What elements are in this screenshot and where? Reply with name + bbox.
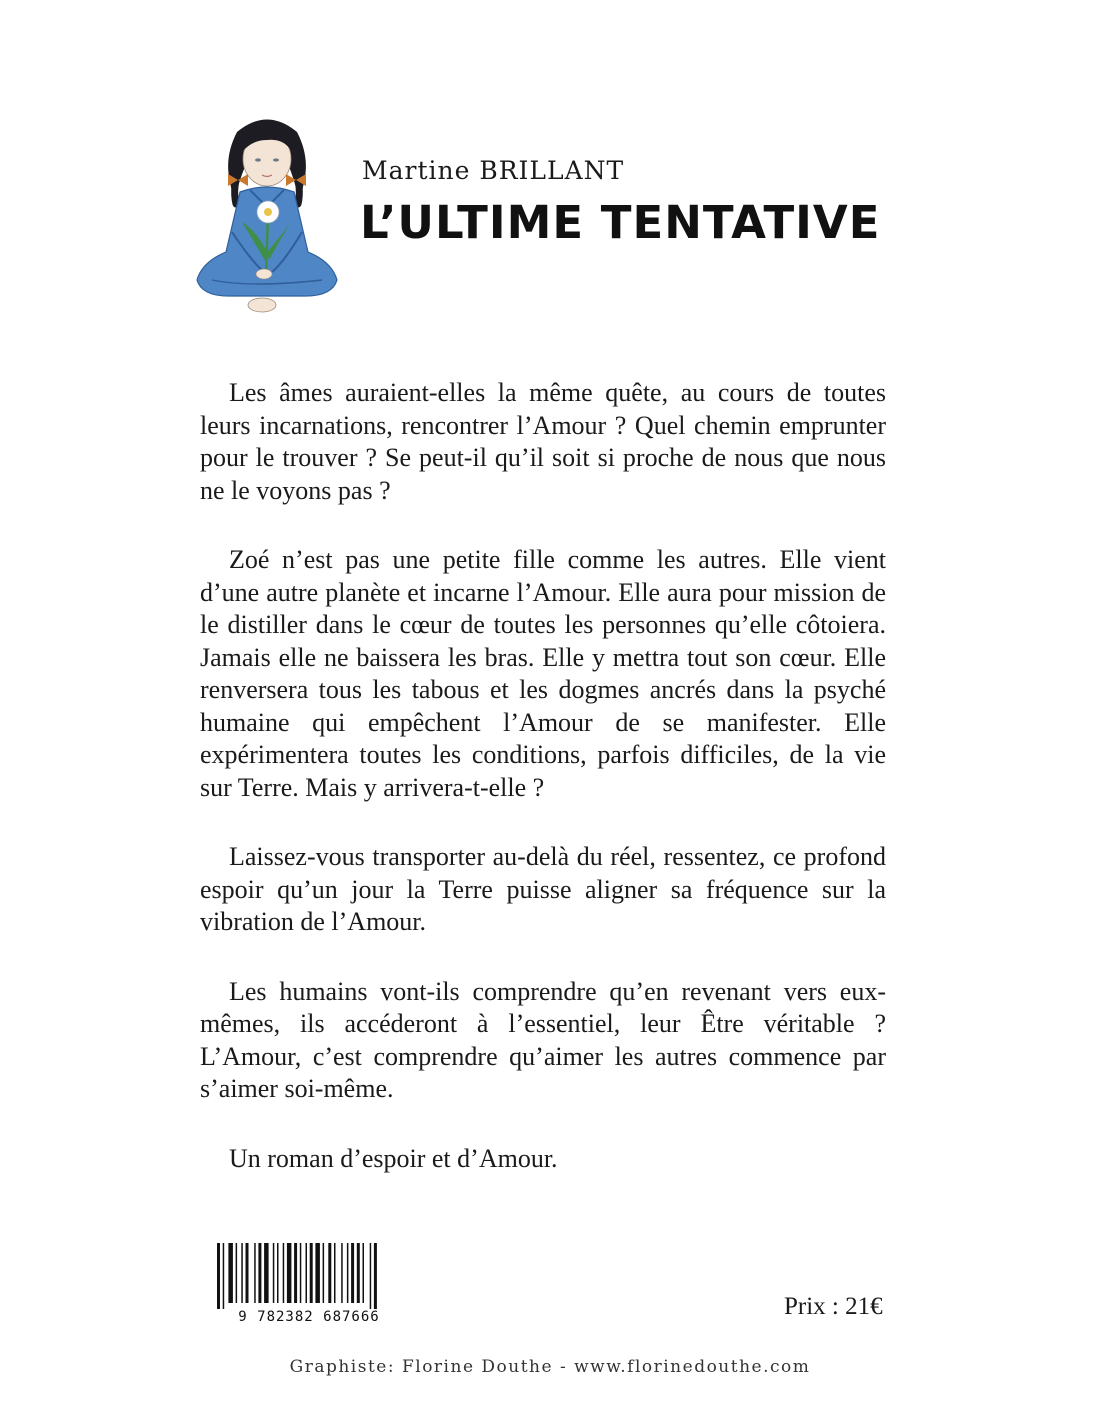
barcode-bar (294, 1243, 297, 1303)
barcode-bar (328, 1243, 331, 1303)
barcode-bar (310, 1243, 313, 1303)
blurb-paragraph-2: Zoé n’est pas une petite fille comme les autres. Elle vient d’une autre planète et incarne l’Amour. Elle aura pour mission de le distiller dans le cœur de toutes les personnes qu’elle côtoiera. Jamais elle ne baissera les bras. Elle y mettra tout son cœur. Elle renversera tous les tabous et les dogmes ancrés dans la psyché humaine qui empêchent l’Amour de se manifester. Elle expérimentera toutes les conditions, parfois difficiles, de la vie sur Terre. Mais y arrivera-t-elle ? (200, 545, 886, 802)
barcode-bar (300, 1243, 302, 1303)
designer-credit: Graphiste: Florine Douthe - www.florinedouthe.com (289, 1357, 811, 1377)
barcode-bar (306, 1243, 308, 1303)
blurb-paragraph-3: Laissez-vous transporter au-delà du réel, ressentez, ce profond espoir qu’un jour la Terre puisse aligner sa fréquence sur la vibration de l’Amour. (200, 842, 886, 936)
barcode-bar (254, 1243, 256, 1303)
girl-illustration (192, 112, 342, 317)
barcode-bar (241, 1243, 243, 1303)
barcode-bar (223, 1243, 225, 1309)
barcode-bar (277, 1243, 279, 1303)
barcode-bar (217, 1243, 220, 1309)
barcode-bar (363, 1243, 365, 1303)
blurb-paragraph-5: Un roman d’espoir et d’Amour. (229, 1143, 558, 1173)
barcode-digits: 9 782382 687666 (238, 1309, 380, 1323)
barcode-bar (246, 1243, 249, 1303)
book-title: L’ULTIME TENTATIVE (360, 196, 881, 249)
author-name: Martine BRILLANT (362, 156, 625, 185)
barcode-bar (236, 1243, 238, 1303)
barcode-bar (283, 1243, 285, 1303)
barcode-bar (357, 1243, 360, 1303)
back-cover-blurb (200, 377, 886, 1212)
barcode-bar (351, 1243, 354, 1303)
flower-icon (257, 201, 279, 223)
barcode-bar (341, 1243, 343, 1303)
barcode-bar (334, 1243, 336, 1303)
barcode-bar (264, 1243, 269, 1303)
barcode-bar (315, 1243, 320, 1303)
barcode-bar (370, 1243, 372, 1309)
blurb-paragraph-1: Les âmes auraient-elles la même quête, au cours de toutes leurs incarnations, rencontrer l’Amour ? Quel chemin emprunter pour le trouver ? Se peut-il qu’il soit si proche de nous que nous ne le voyons pas ? (200, 378, 886, 505)
barcode-bar (347, 1243, 349, 1303)
barcode-bar (287, 1243, 292, 1303)
barcode-icon (211, 1241, 407, 1323)
barcode-bars (217, 1243, 377, 1309)
barcode-bar (374, 1243, 377, 1309)
barcode-bar (273, 1243, 275, 1303)
barcode-bar (258, 1243, 261, 1303)
price-label: Prix : 21€ (784, 1293, 883, 1320)
barcode-bar (228, 1243, 233, 1303)
barcode-bar (323, 1243, 325, 1303)
blurb-paragraph-4: Les humains vont-ils comprendre qu’en revenant vers eux-mêmes, ils accéderont à l’essentiel, leur Être véritable ? L’Amour, c’est comprendre qu’aimer les autres commence par s’aimer soi-même. (200, 976, 886, 1103)
